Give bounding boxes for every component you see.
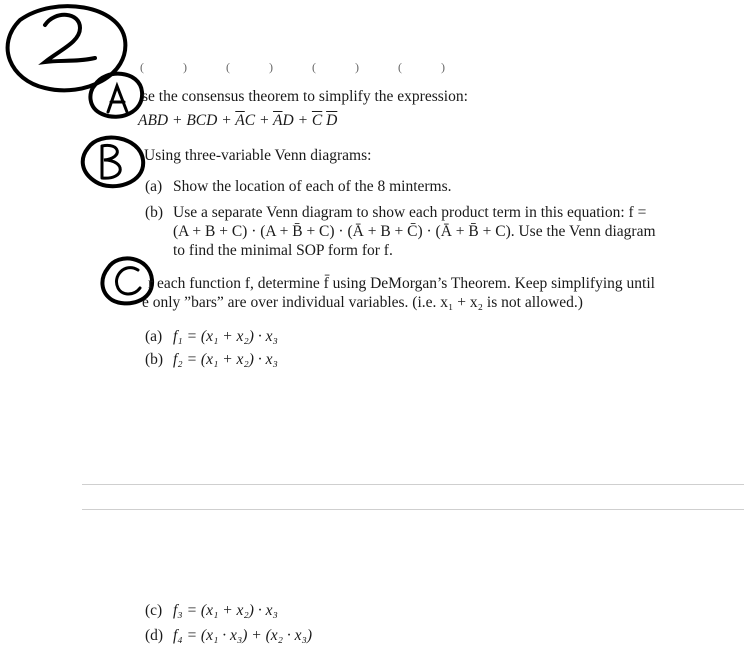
handwritten-b-icon: [102, 145, 120, 178]
item-a-expression: f₁ = (x₁ + x₂) · x₃: [173, 328, 278, 345]
item-a-label: (a): [145, 328, 163, 345]
question-b-b-label: (b): [145, 204, 164, 221]
question-a-expression: ABD + BCD + $\overline{A}C + \overline{A}D + \overline{C}$ $\overline{D}$: [138, 112, 338, 129]
handwritten-c-icon: [116, 268, 140, 294]
question-a-text: se the consensus theorem to simplify the expression:: [142, 88, 468, 105]
handwritten-a-icon: [108, 86, 127, 112]
question-c-line2: e only ”bars” are over individual variables. (i.e. x₁ + x₂ is not allowed.): [142, 294, 583, 311]
item-c-expression: f₃ = (x₁ + x₂) · x₃: [173, 602, 278, 619]
circle-a: [90, 74, 142, 117]
item-c-label: (c): [145, 602, 163, 619]
handwritten-2-icon: [45, 15, 95, 62]
divider-line: [82, 509, 744, 510]
item-b-expression: f₂ = (x₁ + x₂) · x₃: [173, 351, 278, 368]
question-b-text: Using three-variable Venn diagrams:: [144, 147, 372, 164]
question-b-a-label: (a): [145, 178, 163, 195]
item-b-label: (b): [145, 351, 164, 368]
cut-off-previous-line: ( ) ( ) ( ) ( ): [140, 60, 463, 74]
item-d-label: (d): [145, 627, 164, 644]
question-b-b-line1: Use a separate Venn diagram to show each product term in this equation: f =: [173, 204, 647, 221]
question-b-b-line2: (A + B + C) · (A + B̄ + C) · (Ā + B + C̄) · (Ā + B̄ + C). Use the Venn diagram: [173, 223, 656, 240]
divider-line: [82, 484, 744, 485]
question-b-a-text: Show the location of each of the 8 minterms.: [173, 178, 452, 195]
item-d-expression: f₄ = (x₁ · x₃) + (x₂ · x₃): [173, 627, 313, 644]
question-b-b-line3: to find the minimal SOP form for f.: [173, 242, 393, 259]
question-c-line1: r each function f, determine f̄ using DeMorgan’s Theorem. Keep simplifying until: [148, 275, 655, 292]
